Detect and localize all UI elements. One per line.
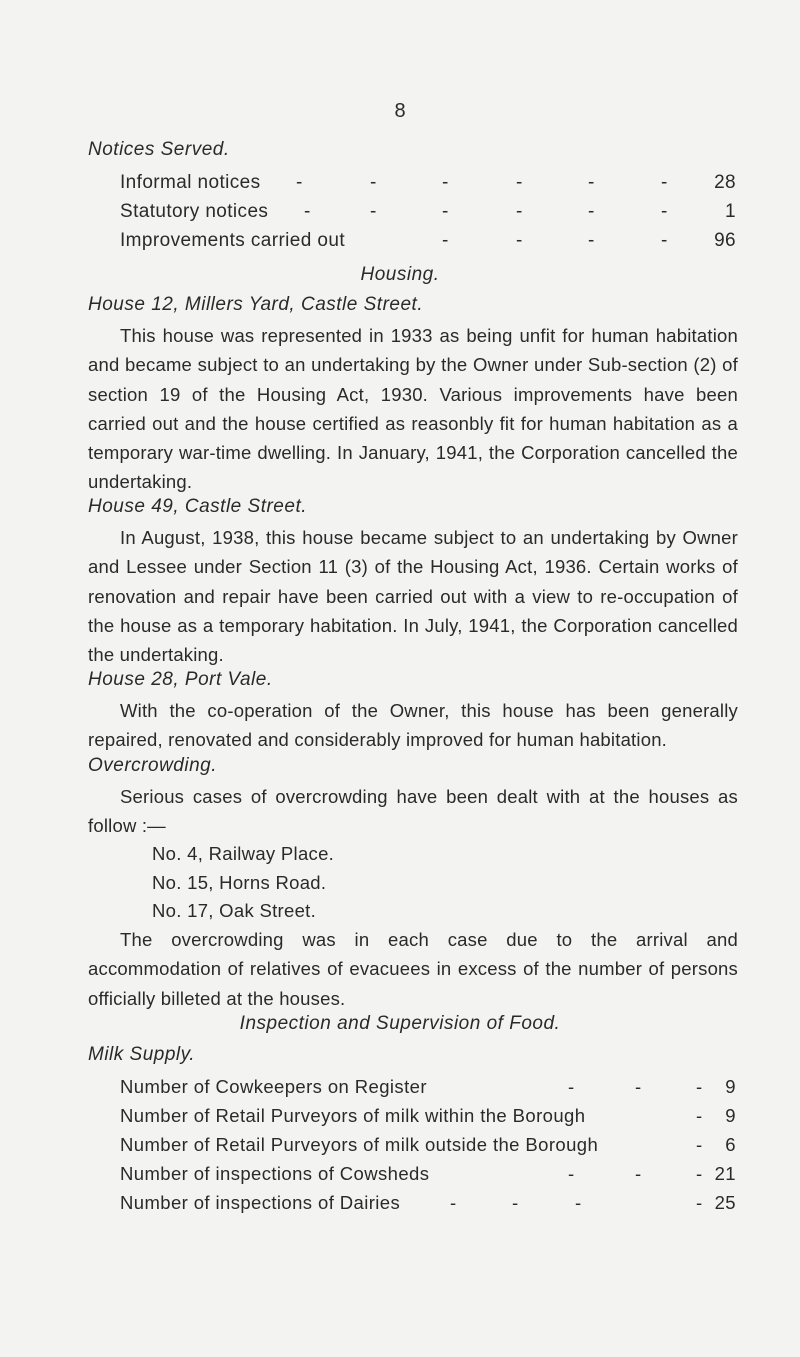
milk-supply-heading: Milk Supply. [88, 1044, 196, 1065]
notice-label: Improvements carried out [120, 230, 346, 251]
leader-dash: - [635, 1163, 642, 1184]
house12-heading: House 12, Millers Yard, Castle Street. [88, 294, 424, 315]
leader-dash: - [696, 1134, 703, 1155]
leader-dash: - [575, 1192, 582, 1213]
leader-dash: - [661, 172, 668, 193]
leader-dash: - [588, 172, 595, 193]
leader-dash: - [696, 1163, 703, 1184]
milk-value: 6 [725, 1134, 736, 1155]
address-item: No. 17, Oak Street. [152, 900, 317, 921]
leader-dash: - [588, 201, 595, 222]
overcrowding-heading: Overcrowding. [88, 755, 217, 776]
notice-value: 1 [725, 201, 736, 222]
notice-value: 96 [714, 230, 736, 251]
leader-dash: - [512, 1192, 519, 1213]
address-item: No. 15, Horns Road. [152, 871, 327, 893]
leader-dash: - [635, 1076, 642, 1097]
leader-dash: - [516, 201, 523, 222]
leader-dash: - [696, 1076, 703, 1097]
milk-label: Number of Retail Purveyors of milk outside the Borough [120, 1134, 599, 1155]
address-item: No. 4, Railway Place. [152, 843, 335, 864]
leader-dash: - [304, 201, 311, 222]
leader-dash: - [696, 1105, 703, 1126]
leader-dash: - [442, 201, 449, 222]
house28-heading: House 28, Port Vale. [88, 669, 273, 690]
house49-heading: House 49, Castle Street. [88, 496, 307, 517]
milk-label: Number of inspections of Dairies [120, 1192, 401, 1213]
milk-label: Number of Retail Purveyors of milk within the Borough [120, 1105, 586, 1126]
milk-label: Number of inspections of Cowsheds [120, 1163, 430, 1184]
notices-heading: Notices Served. [88, 139, 230, 160]
leader-dash: - [370, 172, 377, 193]
leader-dash: - [588, 230, 595, 251]
leader-dash: - [568, 1076, 575, 1097]
leader-dash: - [370, 201, 377, 222]
food-heading: Inspection and Supervision of Food. [239, 1013, 561, 1034]
overcrowding-intro: Serious cases of overcrowding have been dealt with at the houses as follow :— [88, 786, 738, 837]
house12-paragraph: This house was represented in 1933 as being unfit for human habitation and became subject to an undertaking by the Owner under Sub-section (2) of section 19 of the Housing Act, 1930. Various improvements have been carried out and the house certified as reasonbly fit for human habitation as a temporary war-time dwelling. In January, 1941, the Corporation cancelled the undertaking. [88, 325, 738, 493]
page-number: 8 [394, 100, 406, 122]
notice-label: Informal notices [120, 172, 261, 193]
milk-value: 9 [725, 1076, 736, 1097]
leader-dash: - [661, 201, 668, 222]
leader-dash: - [516, 172, 523, 193]
leader-dash: - [450, 1192, 457, 1213]
milk-value: 9 [725, 1105, 736, 1126]
house28-paragraph: With the co-operation of the Owner, this house has been generally repaired, renovated and considerably improved for human habitation. [88, 700, 738, 751]
leader-dash: - [661, 230, 668, 251]
notice-value: 28 [714, 172, 736, 193]
leader-dash: - [568, 1163, 575, 1184]
housing-heading: Housing. [360, 264, 440, 285]
leader-dash: - [442, 172, 449, 193]
leader-dash: - [442, 230, 449, 251]
leader-dash: - [296, 172, 303, 193]
leader-dash: - [516, 230, 523, 251]
notice-label: Statutory notices [120, 201, 269, 222]
house49-paragraph: In August, 1938, this house became subject to an undertaking by Owner and Lessee under Section 11 (3) of the Housing Act, 1936. Certain works of renovation and repair have been carried out with a view to re-occupation of the house as a temporary habitation. In July, 1941, the Corporation cancelled the undertaking. [88, 527, 738, 666]
leader-dash: - [696, 1192, 703, 1213]
milk-label: Number of Cowkeepers on Register [120, 1076, 427, 1097]
milk-value: 21 [714, 1163, 736, 1184]
milk-value: 25 [714, 1192, 736, 1213]
overcrowding-address-list [152, 840, 334, 926]
overcrowding-paragraph: The overcrowding was in each case due to the arrival and accommodation of relatives of evacuees in excess of the number of persons officially billeted at the houses. [88, 929, 738, 1009]
